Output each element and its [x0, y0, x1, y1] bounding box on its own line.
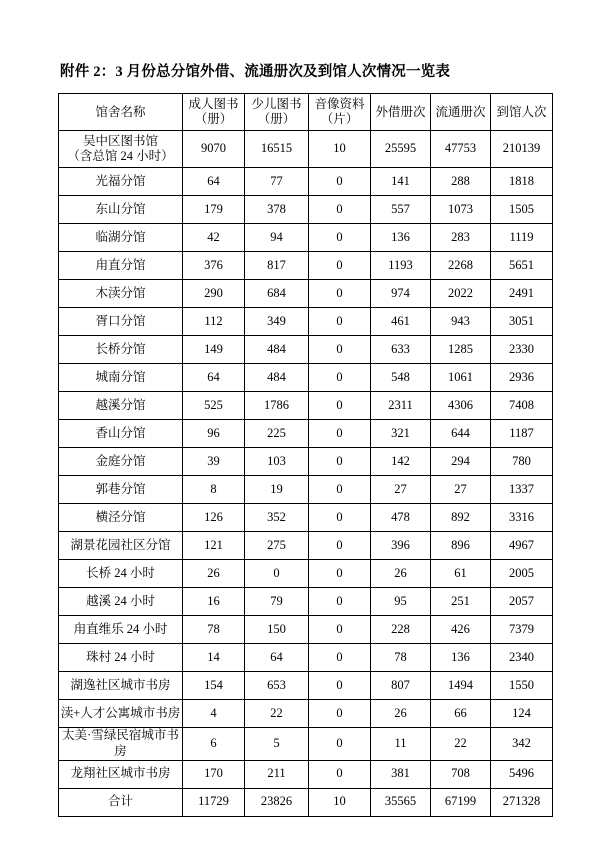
cell-av-materials: 0 [309, 560, 371, 588]
cell-loans: 381 [371, 760, 431, 788]
cell-children-books: 19 [245, 476, 309, 504]
row-branch-name: 光福分馆 [59, 168, 183, 196]
row-branch-name: 郭巷分馆 [59, 476, 183, 504]
cell-circulation: 644 [431, 420, 491, 448]
table-row [59, 616, 553, 644]
cell-children-books: 378 [245, 196, 309, 224]
cell-av-materials: 0 [309, 588, 371, 616]
cell-loans: 141 [371, 168, 431, 196]
row-branch-name: 东山分馆 [59, 196, 183, 224]
cell-adult-books: 39 [183, 448, 245, 476]
cell-visitors: 1505 [491, 196, 553, 224]
cell-children-books: 684 [245, 280, 309, 308]
cell-visitors: 1187 [491, 420, 553, 448]
row-branch-name: 越溪 24 小时 [59, 588, 183, 616]
cell-children-books: 22 [245, 700, 309, 728]
cell-adult-books: 11729 [183, 788, 245, 816]
cell-visitors: 1550 [491, 672, 553, 700]
cell-children-books: 5 [245, 728, 309, 760]
cell-av-materials: 0 [309, 760, 371, 788]
column-header-visitors [491, 94, 553, 131]
column-header-circulation [431, 94, 491, 131]
cell-visitors: 271328 [491, 788, 553, 816]
cell-circulation: 288 [431, 168, 491, 196]
cell-av-materials: 0 [309, 336, 371, 364]
cell-visitors: 780 [491, 448, 553, 476]
table-row [59, 364, 553, 392]
row-branch-name: 太美·雪绿民宿城市书房 [59, 728, 183, 760]
cell-loans: 26 [371, 560, 431, 588]
row-branch-name-line1: 吴中区图书馆 [82, 134, 158, 149]
cell-circulation: 294 [431, 448, 491, 476]
cell-circulation: 943 [431, 308, 491, 336]
cell-av-materials: 0 [309, 672, 371, 700]
table-row [59, 420, 553, 448]
table-row [59, 308, 553, 336]
row-branch-name: 临湖分馆 [59, 224, 183, 252]
cell-circulation: 47753 [431, 131, 491, 168]
cell-circulation: 1061 [431, 364, 491, 392]
row-branch-name: 越溪分馆 [59, 392, 183, 420]
cell-circulation: 1494 [431, 672, 491, 700]
cell-visitors: 2057 [491, 588, 553, 616]
row-branch-name: 城南分馆 [59, 364, 183, 392]
column-header-adult-books-line1: 成人图书 [188, 97, 239, 112]
cell-circulation: 1073 [431, 196, 491, 224]
cell-circulation: 708 [431, 760, 491, 788]
cell-adult-books: 9070 [183, 131, 245, 168]
cell-children-books: 817 [245, 252, 309, 280]
cell-children-books: 484 [245, 336, 309, 364]
row-branch-name: 渎+人才公寓城市书房 [59, 700, 183, 728]
cell-adult-books: 121 [183, 532, 245, 560]
cell-av-materials: 0 [309, 616, 371, 644]
cell-circulation: 22 [431, 728, 491, 760]
row-branch-name: 香山分馆 [59, 420, 183, 448]
table-row [59, 700, 553, 728]
row-branch-name: 甪直维乐 24 小时 [59, 616, 183, 644]
column-header-branch-name-line1: 馆舍名称 [95, 104, 146, 119]
cell-visitors: 2340 [491, 644, 553, 672]
cell-children-books: 225 [245, 420, 309, 448]
table-header [59, 94, 553, 131]
cell-loans: 11 [371, 728, 431, 760]
table-body [59, 131, 553, 816]
table-row [59, 336, 553, 364]
cell-adult-books: 126 [183, 504, 245, 532]
cell-adult-books: 525 [183, 392, 245, 420]
column-header-children-books [245, 94, 309, 131]
cell-loans: 461 [371, 308, 431, 336]
cell-children-books: 349 [245, 308, 309, 336]
cell-av-materials: 0 [309, 168, 371, 196]
column-header-children-books-line1: 少儿图书 [251, 97, 302, 112]
cell-circulation: 251 [431, 588, 491, 616]
cell-circulation: 136 [431, 644, 491, 672]
cell-av-materials: 0 [309, 224, 371, 252]
cell-circulation: 892 [431, 504, 491, 532]
table-row [59, 280, 553, 308]
cell-av-materials: 0 [309, 196, 371, 224]
cell-loans: 321 [371, 420, 431, 448]
table-row [59, 532, 553, 560]
row-branch-name: 胥口分馆 [59, 308, 183, 336]
cell-loans: 142 [371, 448, 431, 476]
cell-visitors: 210139 [491, 131, 553, 168]
cell-visitors: 2005 [491, 560, 553, 588]
cell-children-books: 94 [245, 224, 309, 252]
cell-loans: 95 [371, 588, 431, 616]
cell-av-materials: 0 [309, 532, 371, 560]
table-row [59, 448, 553, 476]
cell-visitors: 124 [491, 700, 553, 728]
cell-visitors: 4967 [491, 532, 553, 560]
cell-loans: 633 [371, 336, 431, 364]
cell-children-books: 275 [245, 532, 309, 560]
cell-circulation: 1285 [431, 336, 491, 364]
cell-loans: 396 [371, 532, 431, 560]
cell-children-books: 352 [245, 504, 309, 532]
cell-adult-books: 149 [183, 336, 245, 364]
row-branch-name: 湖逸社区城市书房 [59, 672, 183, 700]
cell-children-books: 211 [245, 760, 309, 788]
table-row [59, 728, 553, 760]
row-branch-name: 龙翔社区城市书房 [59, 760, 183, 788]
column-header-children-books-line2: （册） [257, 112, 296, 127]
cell-visitors: 2936 [491, 364, 553, 392]
cell-circulation: 4306 [431, 392, 491, 420]
cell-loans: 35565 [371, 788, 431, 816]
table-row [59, 252, 553, 280]
cell-visitors: 342 [491, 728, 553, 760]
cell-av-materials: 10 [309, 788, 371, 816]
cell-circulation: 426 [431, 616, 491, 644]
cell-visitors: 3316 [491, 504, 553, 532]
cell-adult-books: 26 [183, 560, 245, 588]
cell-children-books: 150 [245, 616, 309, 644]
cell-visitors: 1119 [491, 224, 553, 252]
column-header-circulation-line1: 流通册次 [435, 104, 486, 119]
cell-loans: 228 [371, 616, 431, 644]
cell-adult-books: 64 [183, 364, 245, 392]
cell-adult-books: 96 [183, 420, 245, 448]
cell-children-books: 0 [245, 560, 309, 588]
cell-circulation: 66 [431, 700, 491, 728]
cell-children-books: 77 [245, 168, 309, 196]
column-header-adult-books-line2: （册） [194, 112, 233, 127]
column-header-branch-name [59, 94, 183, 131]
cell-visitors: 2330 [491, 336, 553, 364]
cell-adult-books: 154 [183, 672, 245, 700]
cell-av-materials: 0 [309, 420, 371, 448]
cell-av-materials: 0 [309, 644, 371, 672]
cell-visitors: 5496 [491, 760, 553, 788]
row-branch-name: 珠村 24 小时 [59, 644, 183, 672]
column-header-av-materials [309, 94, 371, 131]
cell-visitors: 5651 [491, 252, 553, 280]
cell-adult-books: 112 [183, 308, 245, 336]
row-branch-name: 金庭分馆 [59, 448, 183, 476]
cell-loans: 26 [371, 700, 431, 728]
table-row [59, 392, 553, 420]
cell-adult-books: 290 [183, 280, 245, 308]
cell-adult-books: 170 [183, 760, 245, 788]
column-header-av-materials-line2: （片） [320, 112, 359, 127]
row-branch-name: 甪直分馆 [59, 252, 183, 280]
cell-av-materials: 0 [309, 700, 371, 728]
table-header-row [59, 94, 553, 131]
cell-adult-books: 64 [183, 168, 245, 196]
cell-av-materials: 0 [309, 252, 371, 280]
cell-children-books: 484 [245, 364, 309, 392]
table-row [59, 224, 553, 252]
page-title: 附件 2：3 月份总分馆外借、流通册次及到馆人次情况一览表 [60, 64, 451, 80]
cell-visitors: 1337 [491, 476, 553, 504]
table-row [59, 131, 553, 168]
cell-loans: 974 [371, 280, 431, 308]
row-branch-name-line2: （含总馆 24 小时） [67, 149, 174, 164]
cell-av-materials: 0 [309, 448, 371, 476]
cell-visitors: 3051 [491, 308, 553, 336]
cell-circulation: 2268 [431, 252, 491, 280]
table-row [59, 760, 553, 788]
cell-loans: 78 [371, 644, 431, 672]
cell-loans: 2311 [371, 392, 431, 420]
row-branch-name: 横泾分馆 [59, 504, 183, 532]
column-header-adult-books [183, 94, 245, 131]
table-container [0, 93, 600, 816]
cell-circulation: 27 [431, 476, 491, 504]
table-row-total [59, 788, 553, 816]
cell-adult-books: 78 [183, 616, 245, 644]
table-row [59, 644, 553, 672]
cell-adult-books: 6 [183, 728, 245, 760]
column-header-loans [371, 94, 431, 131]
cell-adult-books: 376 [183, 252, 245, 280]
column-header-visitors-line1: 到馆人次 [496, 104, 547, 119]
cell-adult-books: 8 [183, 476, 245, 504]
table-row [59, 672, 553, 700]
row-branch-name [59, 131, 183, 168]
cell-av-materials: 0 [309, 280, 371, 308]
cell-adult-books: 42 [183, 224, 245, 252]
row-branch-name: 湖景花园社区分馆 [59, 532, 183, 560]
table-row [59, 476, 553, 504]
cell-adult-books: 16 [183, 588, 245, 616]
cell-av-materials: 0 [309, 728, 371, 760]
cell-loans: 136 [371, 224, 431, 252]
cell-adult-books: 14 [183, 644, 245, 672]
table-row [59, 504, 553, 532]
cell-children-books: 64 [245, 644, 309, 672]
cell-loans: 25595 [371, 131, 431, 168]
library-statistics-table [58, 93, 553, 816]
cell-av-materials: 10 [309, 131, 371, 168]
cell-loans: 478 [371, 504, 431, 532]
row-branch-name: 长桥 24 小时 [59, 560, 183, 588]
cell-adult-books: 179 [183, 196, 245, 224]
cell-loans: 1193 [371, 252, 431, 280]
cell-visitors: 2491 [491, 280, 553, 308]
cell-loans: 807 [371, 672, 431, 700]
table-row [59, 588, 553, 616]
cell-children-books: 103 [245, 448, 309, 476]
cell-circulation: 283 [431, 224, 491, 252]
cell-loans: 557 [371, 196, 431, 224]
cell-av-materials: 0 [309, 504, 371, 532]
cell-av-materials: 0 [309, 476, 371, 504]
table-row [59, 168, 553, 196]
column-header-loans-line1: 外借册次 [375, 104, 426, 119]
cell-visitors: 7379 [491, 616, 553, 644]
cell-loans: 27 [371, 476, 431, 504]
cell-circulation: 67199 [431, 788, 491, 816]
cell-av-materials: 0 [309, 364, 371, 392]
cell-children-books: 653 [245, 672, 309, 700]
cell-circulation: 896 [431, 532, 491, 560]
cell-circulation: 61 [431, 560, 491, 588]
cell-loans: 548 [371, 364, 431, 392]
cell-children-books: 79 [245, 588, 309, 616]
cell-adult-books: 4 [183, 700, 245, 728]
row-branch-name: 木渎分馆 [59, 280, 183, 308]
cell-children-books: 16515 [245, 131, 309, 168]
cell-visitors: 1818 [491, 168, 553, 196]
column-header-av-materials-line1: 音像资料 [314, 97, 365, 112]
table-row [59, 196, 553, 224]
cell-circulation: 2022 [431, 280, 491, 308]
cell-children-books: 23826 [245, 788, 309, 816]
cell-av-materials: 0 [309, 392, 371, 420]
cell-av-materials: 0 [309, 308, 371, 336]
row-branch-name: 长桥分馆 [59, 336, 183, 364]
cell-visitors: 7408 [491, 392, 553, 420]
row-total-label: 合计 [59, 788, 183, 816]
table-row [59, 560, 553, 588]
cell-children-books: 1786 [245, 392, 309, 420]
